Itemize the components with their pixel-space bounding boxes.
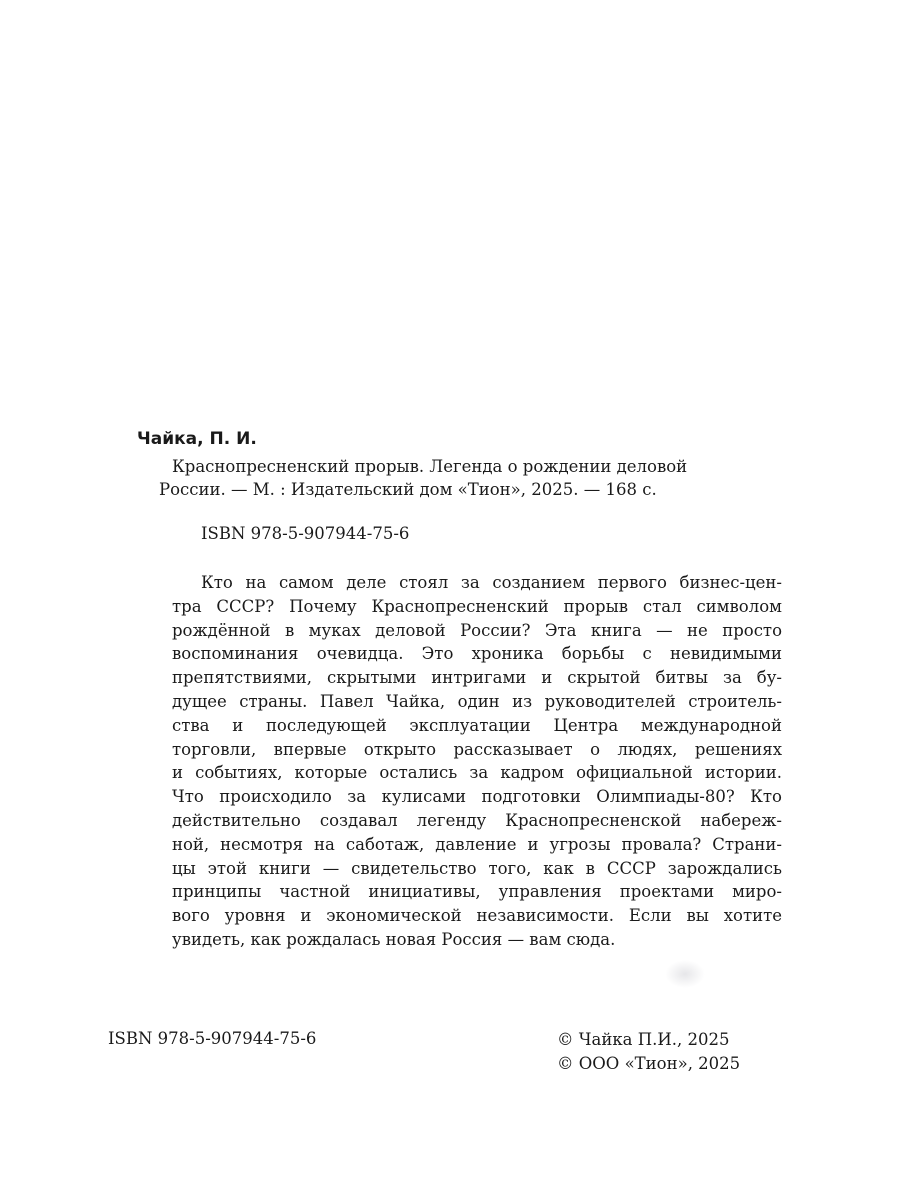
annotation-line: Кто на самом деле стоял за созданием первого бизнес-цен- xyxy=(201,573,782,592)
annotation-line: рождённой в муках деловой России? Эта книга — не просто xyxy=(172,620,782,640)
copyright-block xyxy=(557,1028,740,1076)
copyright-publisher: © ООО «Тион», 2025 xyxy=(557,1054,741,1073)
annotation-line: и событиях, которые остались за кадром официальной истории. xyxy=(172,763,782,783)
annotation-line: вого уровня и экономической независимости. Если вы хотите xyxy=(172,906,782,926)
annotation-line: торговли, впервые открыто рассказывает о людях, решениях xyxy=(172,739,782,759)
annotation-line: действительно создавал легенду Краснопресненской набереж- xyxy=(172,810,782,830)
annotation-line: тра СССР? Почему Краснопресненский прорыв стал символом xyxy=(172,596,782,616)
annotation-line: Что происходило за кулисами подготовки Олимпиады-80? Кто xyxy=(172,787,782,807)
annotation-line: цы этой книги — свидетельство того, как в СССР зарождались xyxy=(172,858,782,878)
annotation-line: воспоминания очевидца. Это хроника борьбы с невидимыми xyxy=(172,644,782,664)
isbn-record: ISBN 978-5-907944-75-6 xyxy=(201,524,410,543)
bibliographic-description xyxy=(159,455,688,501)
annotation-line: принципы частной инициативы, управления проектами миро- xyxy=(172,882,782,902)
title-line-2: России. — М. : Издательский дом «Тион», 2025. — 168 с. xyxy=(159,480,657,499)
annotation-line: дущее страны. Павел Чайка, один из руководителей строитель- xyxy=(172,691,782,711)
annotation-text xyxy=(172,571,782,952)
isbn-footer: ISBN 978-5-907944-75-6 xyxy=(108,1029,317,1048)
annotation-line: увидеть, как рождалась новая Россия — вам сюда. xyxy=(172,929,616,949)
annotation-line: ной, несмотря на саботаж, давление и угрозы провала? Страни- xyxy=(172,834,782,854)
author-heading: Чайка, П. И. xyxy=(137,429,257,449)
print-smudge xyxy=(665,960,705,988)
annotation-line: ства и последующей эксплуатации Центра международной xyxy=(172,715,782,735)
annotation-line: препятствиями, скрытыми интригами и скрытой битвы за бу- xyxy=(172,668,782,688)
copyright-author: © Чайка П.И., 2025 xyxy=(557,1030,730,1049)
title-line-1: Краснопресненский прорыв. Легенда о рождении деловой xyxy=(172,457,688,476)
